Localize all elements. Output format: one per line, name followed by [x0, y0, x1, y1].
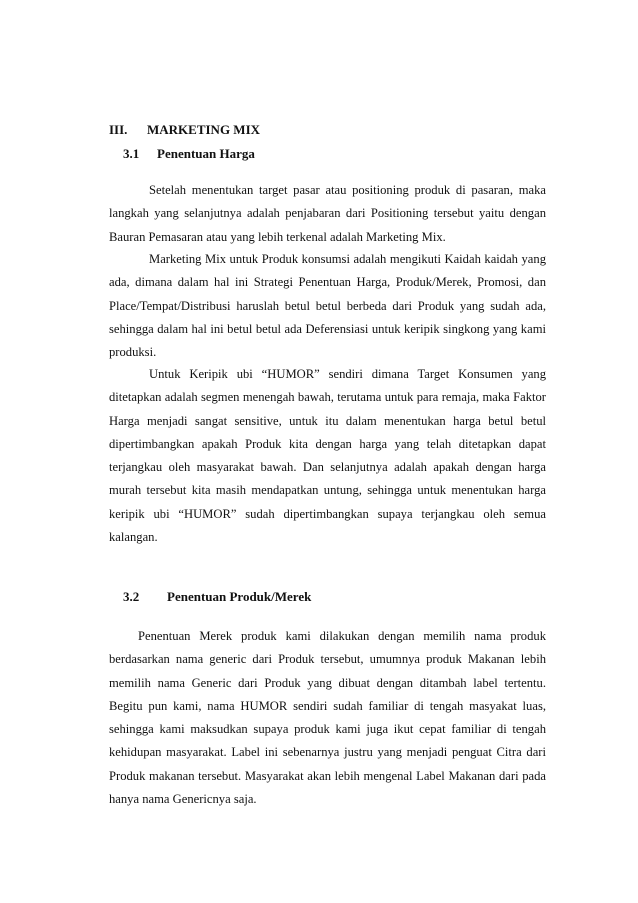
- subsection-number: 3.1: [123, 146, 140, 161]
- paragraph-text: Penentuan Merek produk kami dilakukan dengan memilih nama produk berdasarkan nama generic dari Produk tersebut, umumnya produk Makanan lebih memilih nama Generic dari Produk yang dibuat dengan ditambah label tertentu. Begitu pun kami, nama HUMOR sendiri sudah familiar di tengah masyakat luas, sehingga kami maksudkan supaya produk kami juga ikut cepat familiar di tengah kehidupan masyarakat. Label ini sebenarnya justru yang menjadi penguat Citra dari Produk makanan tersebut. Masyarakat akan lebih mengenal Label Makanan dari pada hanya nama Genericnya saja.: [109, 629, 546, 807]
- paragraph-text: Untuk Keripik ubi “HUMOR” sendiri dimana Target Konsumen yang ditetapkan adalah segmen menengah bawah, terutama untuk para remaja, maka Faktor Harga menjadi sangat sensitive, untuk itu dalam menentukan harga betul betul dipertimbangkan apakah Produk kita dengan harga yang telah ditetapkan dapat terjangkau oleh masyarakat bawah. Dan selanjutnya adalah apakah dengan harga murah tersebut kita masih mendapatkan untung, sehingga untuk menentukan harga keripik ubi “HUMOR” sudah dipertimbangkan supaya terjangkau oleh semua kalangan.: [109, 367, 546, 545]
- subsection-number: 3.2: [123, 589, 140, 604]
- subsection-title: Penentuan Harga: [157, 146, 255, 161]
- section-heading: [109, 122, 260, 138]
- paragraph-3-1-3: [109, 363, 546, 549]
- section-title: MARKETING MIX: [147, 122, 261, 137]
- paragraph-3-2-1: [109, 625, 546, 811]
- subsection-title: Penentuan Produk/Merek: [167, 589, 312, 604]
- paragraph-3-1-2: [109, 248, 546, 364]
- subsection-heading-3-2: [123, 589, 311, 605]
- paragraph-text: Marketing Mix untuk Produk konsumsi adalah mengikuti Kaidah kaidah yang ada, dimana dalam hal ini Strategi Penentuan Harga, Produk/Merek, Promosi, dan Place/Tempat/Distribusi haruslah betul betul berbeda dari Produk yang sudah ada, sehingga dalam hal ini betul betul ada Deferensiasi untuk keripik singkong yang kami produksi.: [109, 252, 546, 360]
- paragraph-3-1-1: [109, 179, 546, 249]
- section-number: III.: [109, 122, 128, 137]
- subsection-heading-3-1: [123, 146, 255, 162]
- paragraph-text: Setelah menentukan target pasar atau positioning produk di pasaran, maka langkah yang selanjutnya adalah penjabaran dari Positioning tersebut yaitu dengan Bauran Pemasaran atau yang lebih terkenal adalah Marketing Mix.: [109, 183, 546, 244]
